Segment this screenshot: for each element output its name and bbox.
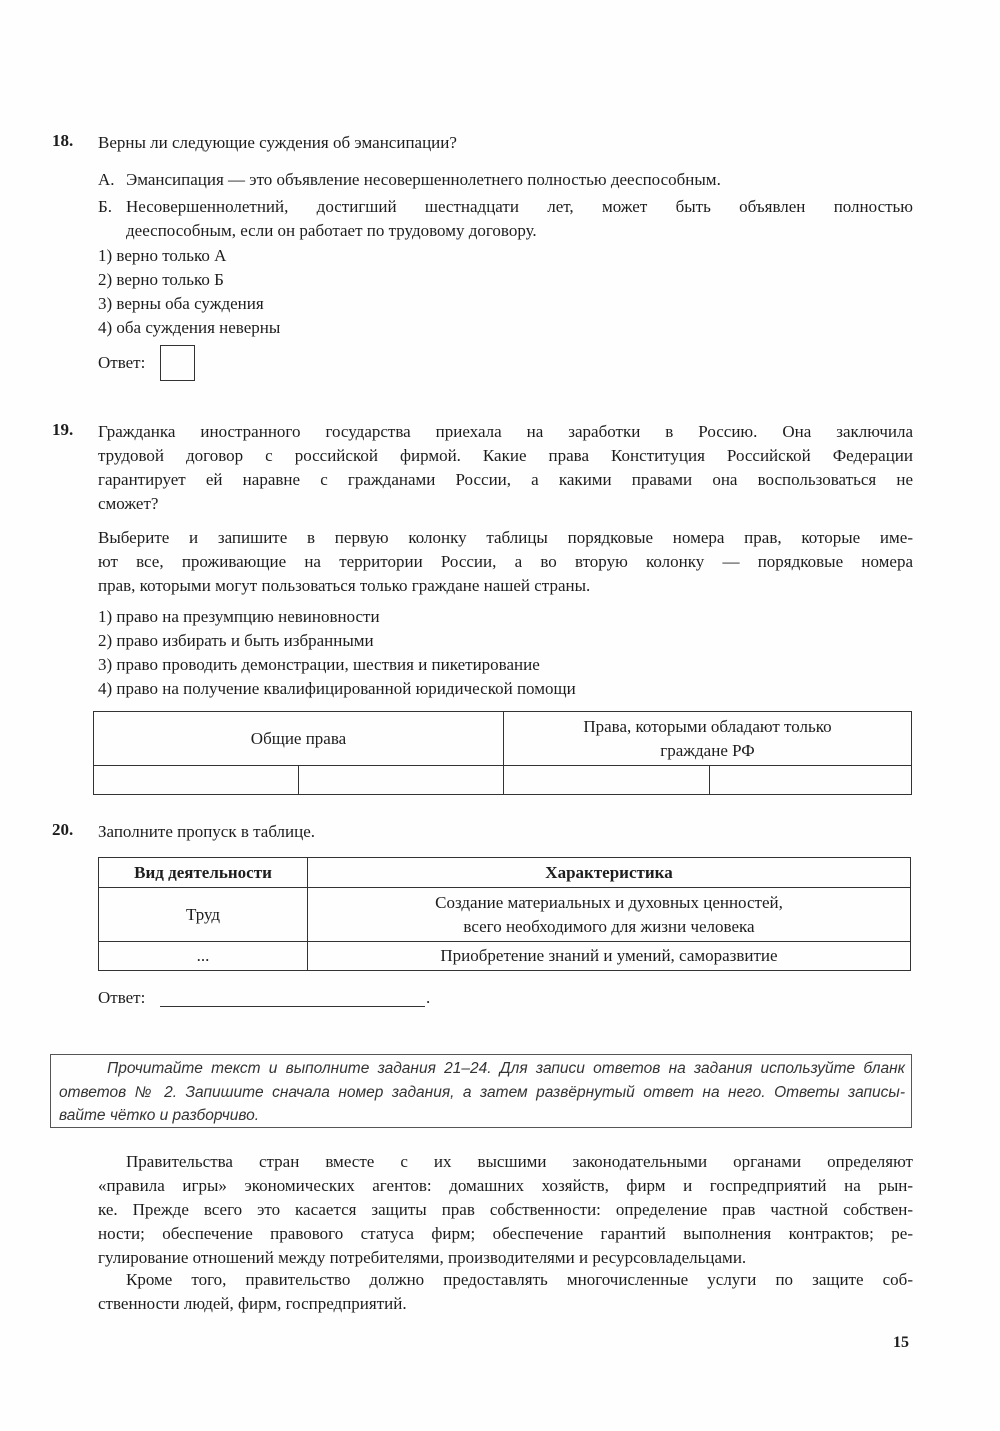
- header-activity: Вид деятельности: [99, 858, 308, 888]
- header-characteristic: Характеристика: [308, 858, 911, 888]
- header-line: граждане РФ: [660, 740, 755, 760]
- text-line: ственности людей, фирм, госпредприятий.: [98, 1294, 407, 1313]
- instruction-box-line: ответов № 2. Запишите сначала номер задания, а затем развёрнутый ответ на него. Ответы записы-: [59, 1084, 905, 1101]
- statement-b-line: дееспособным, если он работает по трудовому договору.: [126, 221, 537, 240]
- instruction-box-line: Прочитайте текст и выполните задания 21–24. Для записи ответов на задания используйте бланк: [107, 1060, 905, 1077]
- answer-cell[interactable]: [94, 766, 299, 795]
- answer-end: .: [426, 988, 431, 1007]
- header-citizen-rights: [504, 712, 912, 766]
- instruction-box-line: вайте чётко и разборчиво.: [59, 1107, 260, 1124]
- description-line: Создание материальных и духовных ценностей,: [435, 892, 783, 912]
- option-3: 3) верны оба суждения: [98, 294, 264, 313]
- instruction-line: ют все, проживающие на территории России, а во вторую колонку — порядковые номера: [98, 552, 913, 571]
- activity-table: [98, 857, 911, 971]
- question-19-line: сможет?: [98, 494, 159, 513]
- text-line: «правила игры» экономических агентов: домашних хозяйств, фирм и госпредприятий на рын-: [98, 1176, 913, 1195]
- option-1: 1) верно только А: [98, 246, 227, 265]
- question-19-line: трудовой договор с российской фирмой. Какие права Конституция Российской Федерации: [98, 446, 913, 465]
- right-option-2: 2) право избирать и быть избранными: [98, 631, 374, 650]
- activity-cell: Труд: [99, 888, 308, 942]
- answer-box[interactable]: [160, 345, 195, 381]
- statement-a-letter: А.: [98, 170, 115, 189]
- header-common-rights: Общие права: [94, 712, 504, 766]
- statement-a-text: Эмансипация — это объявление несовершеннолетнего полностью дееспособным.: [126, 170, 721, 189]
- instruction-line: прав, которыми могут пользоваться только граждане нашей страны.: [98, 576, 591, 595]
- text-line: ке. Прежде всего это касается защиты прав собственности: определение прав частной собствен-: [98, 1200, 913, 1219]
- description-line: всего необходимого для жизни человека: [463, 916, 755, 936]
- question-20-number: 20.: [52, 820, 74, 839]
- answer-line[interactable]: [160, 1006, 425, 1007]
- question-19-line: гарантирует ей наравне с гражданами России, а какими правами она воспользоваться не: [98, 470, 913, 489]
- question-20-text: Заполните пропуск в таблице.: [98, 822, 316, 841]
- header-line: Права, которыми обладают только: [583, 716, 832, 736]
- text-line: гулирование отношений между потребителями, производителями и ресурсовладельцами.: [98, 1248, 747, 1267]
- page-number: 15: [893, 1334, 909, 1351]
- question-18-number: 18.: [52, 131, 74, 150]
- activity-cell-blank: ...: [99, 942, 308, 971]
- instruction-line: Выберите и запишите в первую колонку таблицы порядковые номера прав, которые име-: [98, 528, 913, 547]
- answer-label: Ответ:: [98, 353, 146, 372]
- answer-cell[interactable]: [504, 766, 710, 795]
- statement-b-line: Несовершеннолетний, достигший шестнадцати лет, может быть объявлен полностью: [126, 197, 913, 216]
- instruction-box: [50, 1054, 912, 1128]
- right-option-4: 4) право на получение квалифицированной юридической помощи: [98, 679, 576, 698]
- rights-answer-table: [93, 711, 912, 795]
- answer-label: Ответ:: [98, 988, 146, 1007]
- option-4: 4) оба суждения неверны: [98, 318, 281, 337]
- text-line: ности; обеспечение правового статуса фирм; обеспечение гарантий выполнения контрактов; ре-: [98, 1224, 913, 1243]
- answer-cell[interactable]: [710, 766, 912, 795]
- text-line: Правительства стран вместе с их высшими законодательными органами определяют: [126, 1152, 913, 1171]
- text-line: Кроме того, правительство должно предоставлять многочисленные услуги по защите соб-: [126, 1270, 913, 1289]
- statement-b-letter: Б.: [98, 197, 113, 216]
- answer-cell[interactable]: [299, 766, 504, 795]
- question-18-text: Верны ли следующие суждения об эмансипации?: [98, 133, 457, 152]
- description-cell: [308, 888, 911, 942]
- description-cell: Приобретение знаний и умений, саморазвитие: [308, 942, 911, 971]
- question-19-line: Гражданка иностранного государства приехала на заработки в Россию. Она заключила: [98, 422, 913, 441]
- right-option-3: 3) право проводить демонстрации, шествия и пикетирование: [98, 655, 540, 674]
- question-19-number: 19.: [52, 420, 74, 439]
- option-2: 2) верно только Б: [98, 270, 224, 289]
- right-option-1: 1) право на презумпцию невиновности: [98, 607, 380, 626]
